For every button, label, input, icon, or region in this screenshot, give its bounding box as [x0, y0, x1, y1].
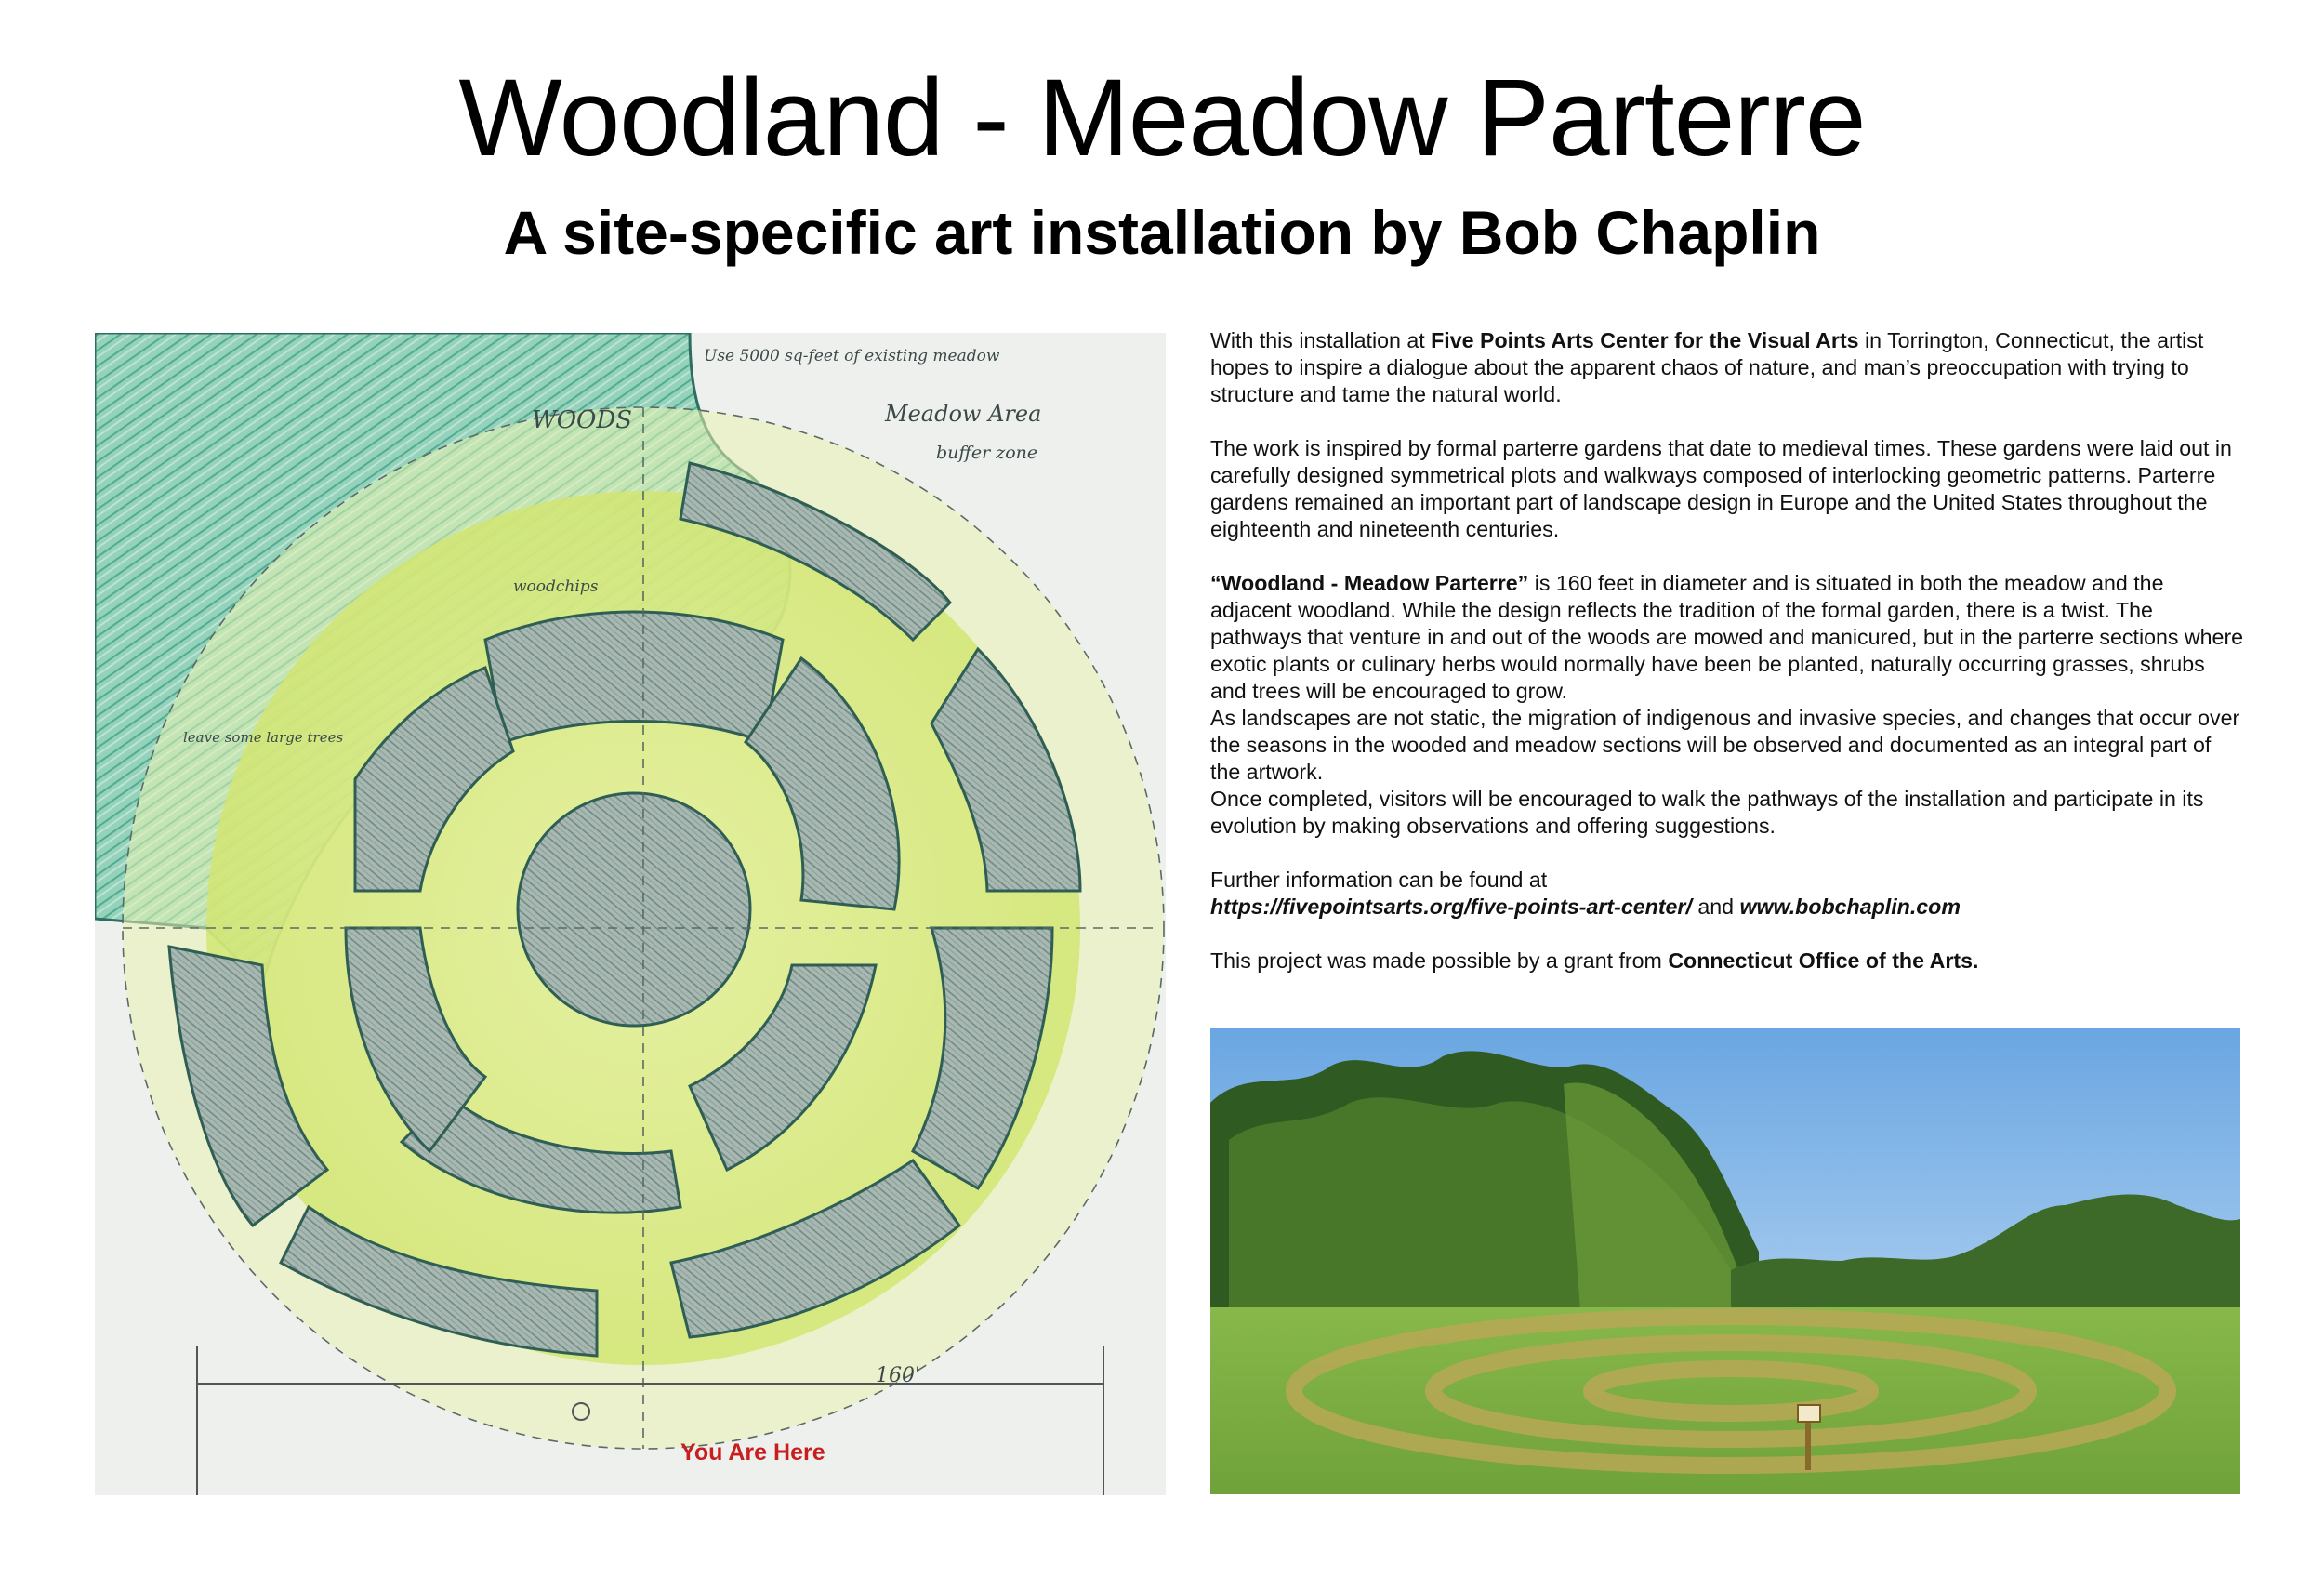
- you-are-here-label: You Are Here: [680, 1439, 825, 1465]
- paragraph-history: The work is inspired by formal parterre gardens that date to medieval times. These gardens were laid out in carefully designed symmetrical plots and walkways composed of interlocking geometric patterns. Parterre gardens remained an important part of landscape design in Europe and the United States throughout the eighteenth and nineteenth centuries.: [1210, 436, 2232, 541]
- description-text: [1210, 327, 2244, 974]
- paragraph-landscapes: As landscapes are not static, the migration of indigenous and invasive species, and changes that occur over the seasons in the wooded and meadow sections will be observed and documented as an integral part of the artwork.: [1210, 706, 2240, 784]
- sketch-drawing: [95, 333, 1166, 1495]
- paragraph-grant: This project was made possible by a grant from Connecticut Office of the Arts.: [1210, 948, 1979, 973]
- info-sign: [1798, 1405, 1820, 1422]
- paragraph-intro: With this installation at Five Points Arts Center for the Visual Arts in Torrington, Connecticut, the artist hopes to inspire a dialogue about the apparent chaos of nature, and man’s preoccupation with trying to structure and tame the natural world.: [1210, 328, 2204, 406]
- venue-name: Five Points Arts Center for the Visual Arts: [1431, 328, 1859, 352]
- parterre-sketch-plan: [95, 333, 1166, 1495]
- link-bobchaplin[interactable]: www.bobchaplin.com: [1739, 895, 1961, 919]
- artwork-name: “Woodland - Meadow Parterre”: [1210, 571, 1529, 595]
- annotation-woodchips: woodchips: [513, 577, 599, 596]
- page-title: Woodland - Meadow Parterre: [458, 57, 1866, 179]
- site-photo-drawing: [1210, 1028, 2240, 1494]
- annotation-meadow-area: Meadow Area: [885, 401, 1042, 427]
- site-photo: [1210, 1028, 2240, 1494]
- page-subtitle: A site-specific art installation by Bob Chaplin: [503, 198, 1821, 267]
- paragraph-description: “Woodland - Meadow Parterre” is 160 feet in diameter and is situated in both the meadow and the adjacent woodland. While the design reflects the tradition of the formal garden, there is a twist. The pathways that venture in and out of the woods are mowed and manicured, but in the parterre sections where exotic plants or culinary herbs would normally have been be planted, naturally occurring grasses, shrubs and trees will be encouraged to grow.: [1210, 571, 2244, 703]
- annotation-buffer-zone: buffer zone: [936, 443, 1038, 463]
- annotation-dimension: 160': [876, 1364, 921, 1387]
- paragraph-further-info: Further information can be found at https://fivepointsarts.org/five-points-art-center/ and www.bobchaplin.com: [1210, 868, 1961, 919]
- annotation-leave-trees: leave some large trees: [183, 729, 344, 746]
- link-fivepoints[interactable]: https://fivepointsarts.org/five-points-art-center/: [1210, 895, 1692, 919]
- annotation-woods: WOODS: [532, 406, 633, 434]
- grant-org: Connecticut Office of the Arts.: [1668, 948, 1979, 973]
- center-bed: [518, 793, 750, 1026]
- annotation-meadow-note: Use 5000 sq-feet of existing meadow: [704, 347, 1000, 365]
- paragraph-visitors: Once completed, visitors will be encouraged to walk the pathways of the installation and participate in its evolution by making observations and offering suggestions.: [1210, 787, 2204, 838]
